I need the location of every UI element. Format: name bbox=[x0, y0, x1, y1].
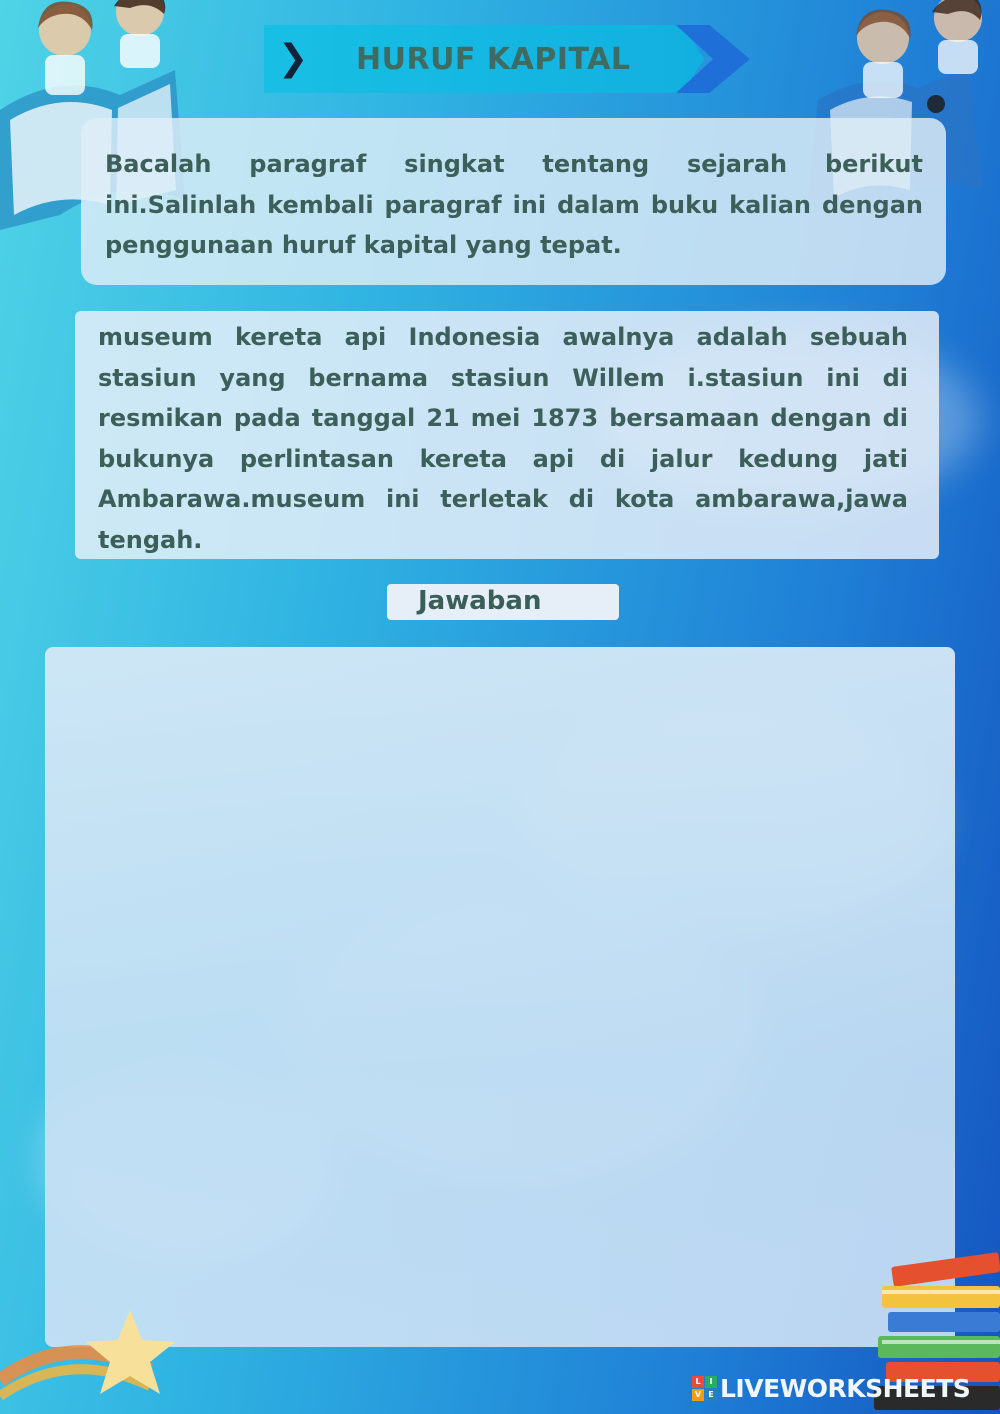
title-banner bbox=[264, 25, 750, 95]
page-title: HURUF KAPITAL bbox=[356, 42, 631, 77]
chevron-right-icon: ❯ bbox=[278, 38, 309, 79]
mark-letter: E bbox=[705, 1389, 717, 1401]
mark-letter: L bbox=[692, 1376, 704, 1388]
mark-letter: V bbox=[692, 1389, 704, 1401]
answer-label-box bbox=[387, 584, 619, 620]
answer-label: Jawaban bbox=[418, 586, 542, 616]
mark-letter: I bbox=[705, 1376, 717, 1388]
instruction-text: Bacalah paragraf singkat tentang sejarah berikut ini.Salinlah kembali paragraf ini dalam buku kalian dengan penggunaan huruf kapital yang tepat. bbox=[105, 150, 923, 259]
passage-panel bbox=[75, 311, 939, 559]
answer-textarea[interactable] bbox=[45, 647, 955, 1347]
passage-text: museum kereta api Indonesia awalnya adalah sebuah stasiun yang bernama stasiun Willem i.stasiun ini di resmikan pada tanggal 21 mei 1873 bersamaan dengan di bukunya perlintasan kereta api di jalur kedung jati Ambarawa.museum ini terletak di kota ambarawa,jawa tengah. bbox=[98, 323, 908, 554]
liveworksheets-mark-icon bbox=[692, 1376, 718, 1402]
shooting-star-decoration bbox=[0, 1300, 200, 1414]
instruction-panel bbox=[81, 118, 946, 285]
liveworksheets-wordmark: LIVEWORKSHEETS bbox=[720, 1374, 971, 1403]
